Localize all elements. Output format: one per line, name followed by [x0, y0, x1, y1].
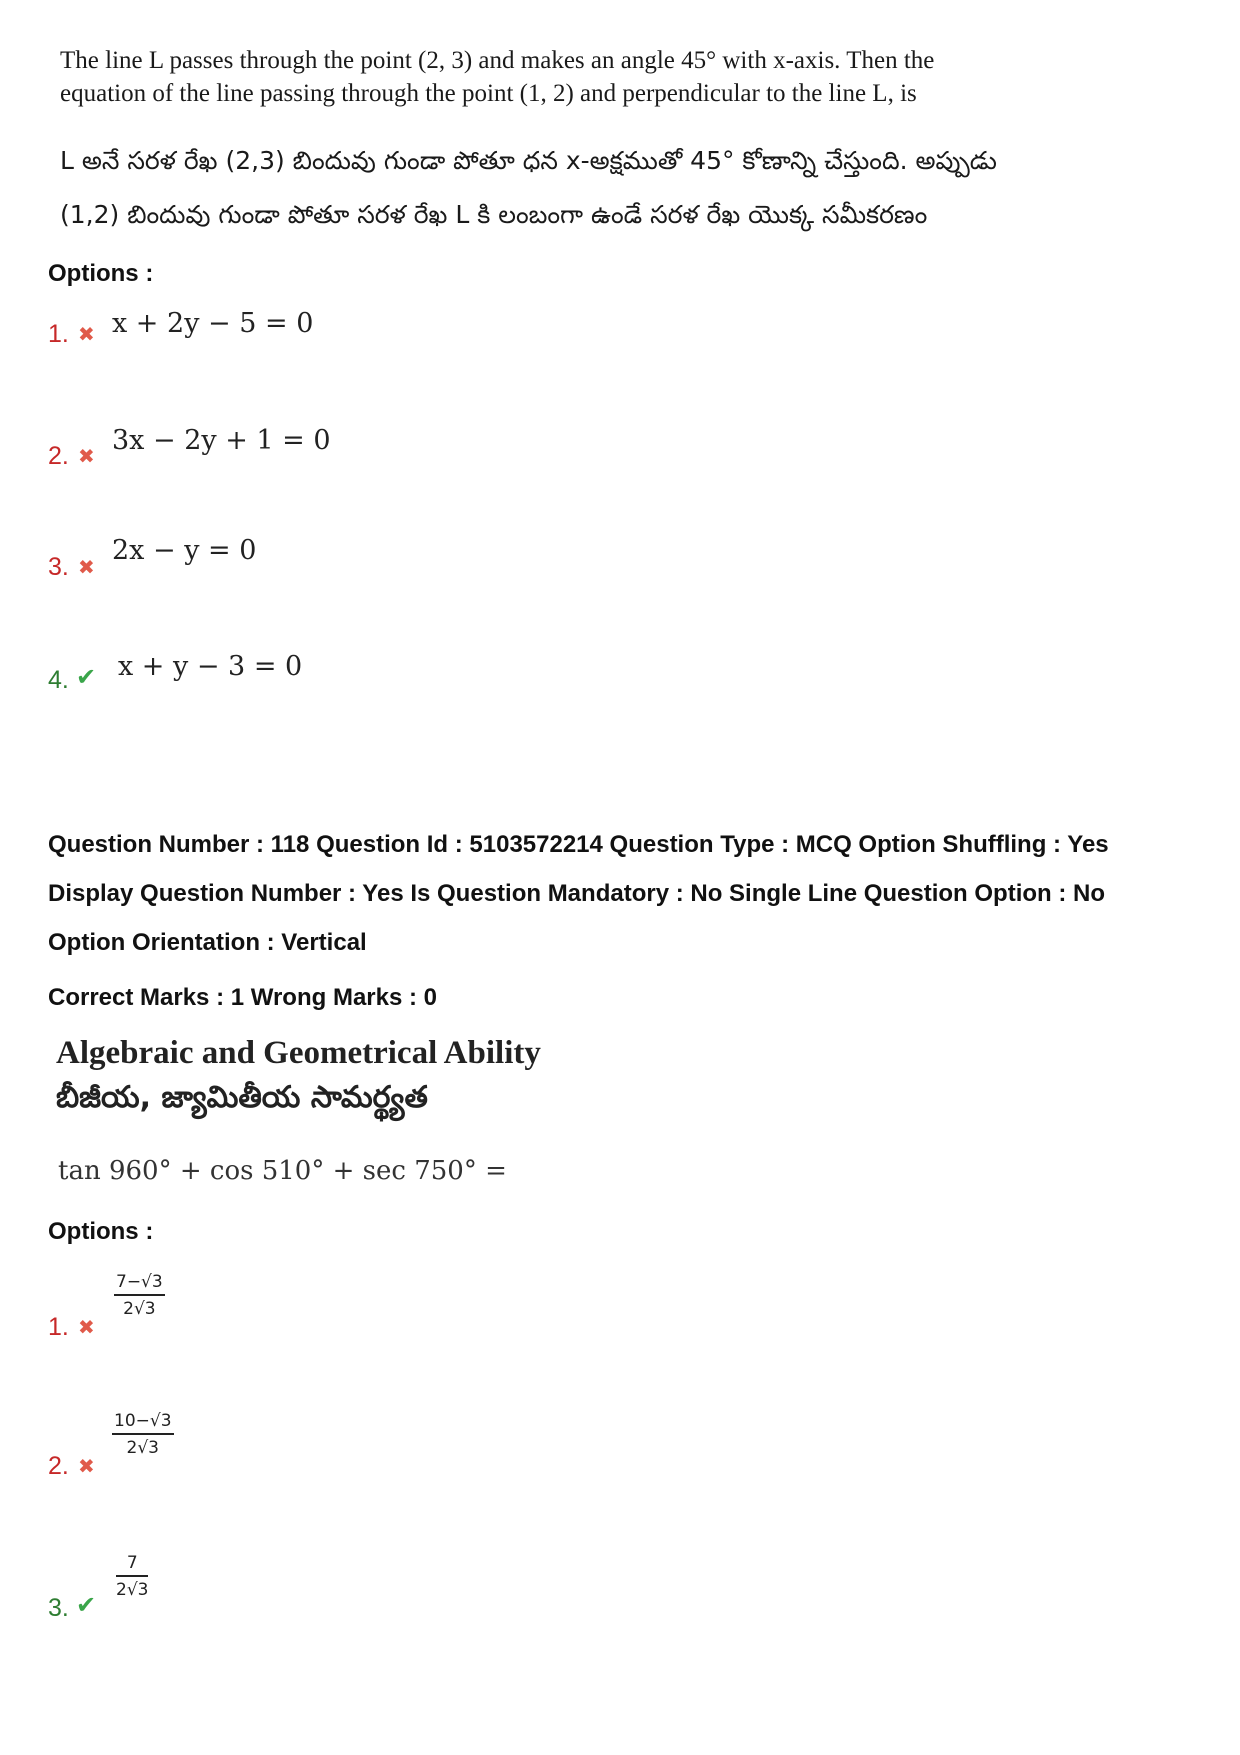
fraction-numerator: 7−√3: [116, 1272, 163, 1292]
cross-icon: ✖: [78, 1315, 95, 1339]
cross-icon: ✖: [78, 1454, 95, 1478]
question-text-line: equation of the line passing through the point (1, 2) and perpendicular to the line L, is: [60, 80, 917, 107]
question-text-line: L అనే సరళ రేఖ (2,3) బిందువు గుండా పోతూ ధన x-అక్షముతో 45° కోణాన్ని చేస్తుంది. అప్పుడు: [60, 146, 997, 175]
question-text-line: (1,2) బిందువు గుండా పోతూ సరళ రేఖ L కి లంబంగా ఉండే సరళ రేఖ యొక్క సమీకరణం: [60, 200, 928, 229]
option-number: 4.: [48, 666, 69, 694]
section-title-english: Algebraic and Geometrical Ability: [56, 1035, 541, 1071]
option-number: 3.: [48, 1594, 69, 1622]
fraction-denominator: 2√3: [116, 1579, 149, 1600]
option-number: 1.: [48, 320, 69, 348]
marks-info: Correct Marks : 1 Wrong Marks : 0: [48, 984, 438, 1011]
option-number: 1.: [48, 1313, 69, 1341]
cross-icon: ✖: [78, 322, 95, 346]
fraction-denominator: 2√3: [126, 1437, 159, 1458]
fraction-numerator: 10−√3: [114, 1411, 172, 1431]
check-icon: ✔: [76, 1591, 97, 1619]
option-equation: x + y − 3 = 0: [118, 651, 303, 682]
question-meta-line: Display Question Number : Yes Is Question Mandatory : No Single Line Question Option : No: [48, 880, 1106, 907]
question-text-english: [60, 44, 960, 110]
option-equation: x + 2y − 5 = 0: [112, 308, 314, 339]
question-text-line: The line L passes through the point (2, 3) and makes an angle 45° with x-axis. Then the: [60, 47, 935, 74]
option-fraction: [112, 1411, 174, 1458]
fraction-numerator: 7: [126, 1553, 138, 1573]
section-title-telugu: బీజీయ, జ్యామితీయ సామర్థ్యత: [56, 1080, 428, 1115]
option-number: 2.: [48, 442, 69, 470]
option-equation: 2x − y = 0: [112, 535, 257, 566]
question-text-telugu: [60, 134, 997, 242]
option-number: 3.: [48, 553, 69, 581]
check-icon: ✔: [76, 663, 97, 691]
option-fraction: [114, 1272, 165, 1319]
question-meta: [48, 820, 1208, 967]
question-meta-line: Question Number : 118 Question Id : 5103572214 Question Type : MCQ Option Shuffling : Yes: [48, 831, 1109, 858]
options-label: Options :: [48, 260, 154, 287]
options-label: Options :: [48, 1218, 154, 1245]
question-meta-line: Option Orientation : Vertical: [48, 929, 367, 956]
option-equation: 3x − 2y + 1 = 0: [112, 425, 331, 456]
option-fraction: [116, 1553, 148, 1600]
cross-icon: ✖: [78, 444, 95, 468]
cross-icon: ✖: [78, 555, 95, 579]
question-expression: tan 960° + cos 510° + sec 750° =: [58, 1156, 507, 1186]
option-number: 2.: [48, 1452, 69, 1480]
fraction-denominator: 2√3: [123, 1298, 156, 1319]
